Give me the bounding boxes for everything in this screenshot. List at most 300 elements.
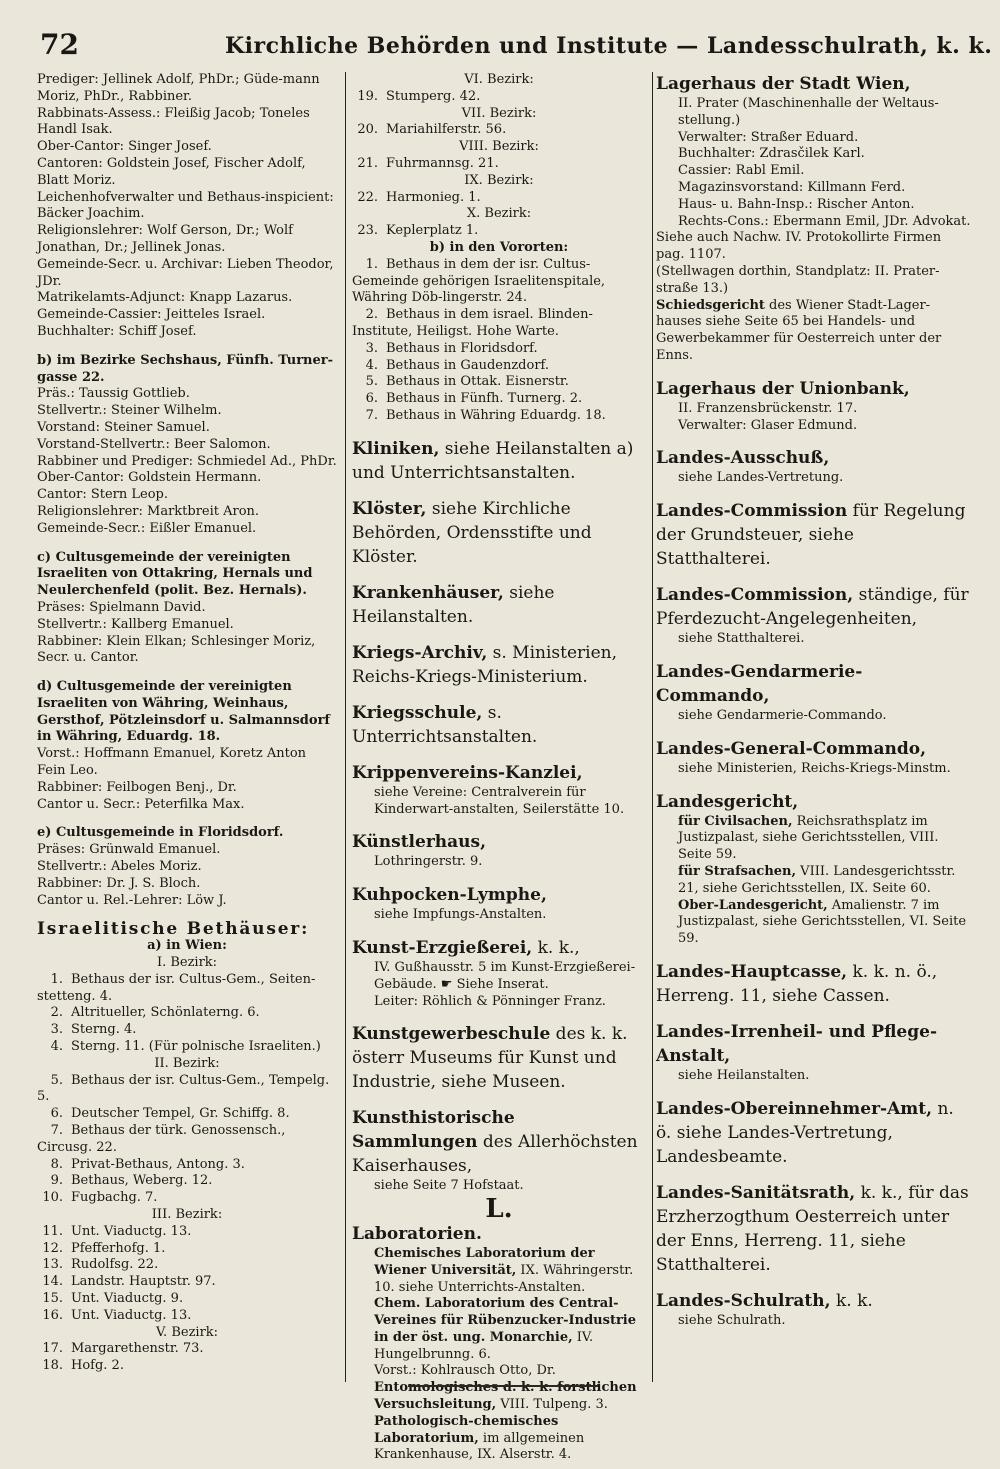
spacer (352, 749, 646, 761)
spacer (656, 1008, 972, 1020)
entry-number: 7. (365, 407, 378, 423)
numbered-entry (352, 89, 646, 106)
entry-text: Landes-Ausschuß, (656, 448, 830, 469)
entry-number: 23. (357, 223, 378, 239)
entry-line (656, 708, 972, 725)
entry-line (656, 418, 972, 435)
entry-number: 9. (50, 1173, 63, 1189)
numbered-entry (37, 1190, 337, 1207)
numbered-entry (352, 223, 646, 240)
entry-number: 20. (357, 122, 378, 138)
entry-number: 5. (50, 1072, 63, 1088)
entry-heading (656, 790, 972, 814)
numbered-entry (352, 408, 646, 425)
entry-text: Rabbiner und Prediger: Schmiedel Ad., PhDr. (37, 453, 337, 469)
entry-text: a) in Wien: (147, 938, 227, 954)
entry-text: V. Bezirk: (155, 1324, 219, 1340)
entry-text: siehe Seite 7 Hofstaat. (374, 1178, 524, 1194)
entry-line (37, 290, 337, 307)
spacer (656, 1085, 972, 1097)
entry-text: Bethaus in Gaudenzdorf. (386, 357, 550, 373)
entry-text: Stellvertr.: Abeles Moriz. (37, 859, 202, 875)
entry-line (37, 470, 337, 487)
entry-text: Bethaus in dem der isr. Cultus-Gemeinde gehörigen Israelitenspitale, Währing Döb-lingerstr. 24. (352, 256, 606, 306)
entry-line (656, 146, 972, 163)
entry-text: Mariahilferstr. 56. (386, 122, 507, 138)
entry-text: siehe Vereine: Centralverein für Kinderwart-anstalten, Seilerstätte 10. (374, 784, 625, 817)
entry-text: Landes-Obereinnehmer-Amt, n. ö. siehe Landes-Vertretung, Landesbeamte. (656, 1098, 954, 1167)
entry-text: Leiter: Röhlich & Pönninger Franz. (374, 993, 606, 1009)
entry-number: 19. (357, 88, 378, 104)
entry-heading (352, 1222, 646, 1246)
entry-text: Rabbiner: Klein Elkan; Schlesinger Moriz, Secr. u. Cantor. (37, 633, 316, 666)
entry-text: Magazinsvorstand: Killmann Ferd. (678, 179, 906, 195)
spacer (656, 571, 972, 583)
entry-line (352, 1296, 646, 1363)
spacer (656, 1277, 972, 1289)
bottom-rule (408, 1385, 598, 1387)
entry-line (352, 1178, 646, 1195)
entry-number: 15. (42, 1290, 63, 1306)
numbered-entry (37, 1308, 337, 1325)
entry-text: Matrikelamts-Adjunct: Knapp Lazarus. (37, 290, 293, 306)
entry-text: Margarethenstr. 73. (71, 1341, 204, 1357)
entry-text: siehe Heilanstalten. (678, 1067, 810, 1083)
entry-text: Cassier: Rabl Emil. (678, 163, 805, 179)
entry-text: Cantor u. Rel.-Lehrer: Löw J. (37, 892, 227, 908)
entry-text: Deutscher Tempel, Gr. Schiffg. 8. (71, 1106, 290, 1122)
numbered-entry (37, 1022, 337, 1039)
entry-number: 1. (365, 256, 378, 272)
entry-line (37, 487, 337, 504)
entry-text: Landesgericht, (656, 791, 799, 812)
entry-line (352, 1363, 646, 1380)
entry-text: Vorst.: Kohlrausch Otto, Dr. (374, 1363, 556, 1379)
entry-line (37, 156, 337, 190)
numbered-entry (352, 257, 646, 307)
page-number: 72 (40, 28, 79, 61)
entry-text: Hofg. 2. (71, 1358, 124, 1374)
entry-line (352, 173, 646, 190)
entry-text: Bethaus der isr. Cultus-Gem., Tempelg. 5. (37, 1072, 330, 1105)
entry-number: 10. (42, 1190, 63, 1206)
spacer (352, 425, 646, 437)
entry-line (656, 230, 972, 264)
entry-text: Harmonieg. 1. (386, 189, 481, 205)
entry-line (352, 854, 646, 871)
entry-number: 13. (42, 1257, 63, 1273)
entry-text: Entomologisches d. k. k. forstlichen Versuchsleitung, VIII. Tulpeng. 3. (374, 1380, 637, 1413)
entry-text: Sterng. 4. (71, 1022, 137, 1038)
entry-line (37, 72, 337, 106)
entry-heading (656, 1181, 972, 1277)
entry-text: siehe Statthalterei. (678, 631, 805, 647)
entry-line (352, 960, 646, 994)
numbered-entry (352, 307, 646, 341)
numbered-entry (352, 156, 646, 173)
entry-line (37, 679, 337, 746)
entry-text: Künstlerhaus, (352, 832, 486, 853)
entry-text: Verwalter: Straßer Eduard. (678, 129, 859, 145)
entry-text: Bethaus in Fünfh. Turnerg. 2. (386, 391, 583, 407)
entry-number: 7. (50, 1123, 63, 1139)
entry-line (37, 403, 337, 420)
entry-line (37, 780, 337, 797)
spacer (37, 813, 337, 825)
numbered-entry (352, 358, 646, 375)
entry-text: c) Cultusgemeinde der vereinigten Israeliten von Ottakring, Hernals und Neulerchenfeld (polit. Bez. Hernals). (37, 549, 313, 599)
entry-line (37, 797, 337, 814)
entry-number: 4. (365, 357, 378, 373)
entry-text: d) Cultusgemeinde der vereinigten Israeliten von Währing, Weinhaus, Gersthof, Pötzleinsdorf u. Salmannsdorf in Währing, Eduardg. 18. (37, 679, 331, 745)
entry-text: Landes-Sanitätsrath, k. k., für das Erzherzogthum Oesterreich unter der Enns, Herreng. 11, siehe Statthalterei. (656, 1182, 969, 1275)
entry-line (37, 746, 337, 780)
entry-text: Israelitische Bethäuser: (37, 919, 310, 940)
entry-text: Ober-Cantor: Singer Josef. (37, 139, 212, 155)
entry-line (352, 1246, 646, 1296)
entry-text: für Strafsachen, VIII. Landesgerichtsstr. 21, siehe Gerichtsstellen, IX. Seite 60. (678, 863, 956, 896)
entry-line (37, 454, 337, 471)
entry-line (37, 504, 337, 521)
entry-text: Landes-Commission, ständige, für Pferdezucht-Angelegenheiten, (656, 585, 969, 630)
entry-text: Krippenvereins-Kanzlei, (352, 762, 583, 783)
entry-text: Landes-Irrenheil- und Pflege-Anstalt, (656, 1021, 938, 1066)
entry-text: Kuhpocken-Lymphe, (352, 885, 547, 906)
entry-text: für Civilsachen, Reichsrathsplatz im Justizpalast, siehe Gerichtsstellen, VIII. Seite 59. (678, 813, 939, 863)
entry-text: VII. Bezirk: (461, 105, 537, 121)
entry-number: 6. (50, 1106, 63, 1122)
spacer (656, 778, 972, 790)
numbered-entry (37, 1358, 337, 1375)
spacer (352, 629, 646, 641)
entry-text: Kunst-Erzgießerei, k. k., (352, 937, 580, 958)
entry-text: Gemeinde-Secr.: Eißler Emanuel. (37, 520, 257, 536)
entry-line (37, 106, 337, 140)
numbered-entry (37, 1106, 337, 1123)
entry-heading (352, 830, 646, 854)
entry-line (656, 264, 972, 298)
numbered-entry (352, 190, 646, 207)
entry-line (656, 163, 972, 180)
entry-text: Buchhalter: Schiff Josef. (37, 323, 197, 339)
entry-line (352, 240, 646, 257)
entry-heading (352, 701, 646, 749)
entry-text: Landstr. Hauptstr. 97. (71, 1274, 216, 1290)
entry-heading (656, 1020, 972, 1068)
entry-line (37, 859, 337, 876)
entry-text: Landes-Commission für Regelung der Grundsteuer, siehe Statthalterei. (656, 501, 966, 570)
entry-heading (656, 960, 972, 1008)
entry-text: Pfefferhofg. 1. (71, 1240, 166, 1256)
entry-text: III. Bezirk: (151, 1207, 223, 1222)
entry-line (37, 223, 337, 257)
entry-text: Kunstgewerbeschule des k. k. österr Museums für Kunst und Industrie, siehe Museen. (352, 1024, 628, 1093)
entry-number: 1. (50, 971, 63, 987)
entry-line (37, 550, 337, 600)
entry-line (37, 139, 337, 156)
entry-line (656, 298, 972, 365)
spacer (37, 538, 337, 550)
entry-text: Bethaus in dem israel. Blinden-Institute, Heiligst. Hohe Warte. (352, 307, 593, 339)
entry-line (656, 214, 972, 231)
entry-text: Kunsthistorische Sammlungen des Allerhöchsten Kaiserhauses, (352, 1108, 638, 1177)
spacer (656, 1169, 972, 1181)
entry-line (656, 761, 972, 778)
numbered-entry (37, 1274, 337, 1291)
numbered-entry (37, 1073, 337, 1107)
entry-line (37, 600, 337, 617)
entry-text: II. Franzensbrückenstr. 17. (678, 400, 858, 416)
entry-number: 14. (42, 1274, 63, 1290)
entry-line (656, 631, 972, 648)
entry-line (37, 938, 337, 955)
entry-text: Kliniken, siehe Heilanstalten a) und Unterrichtsanstalten. (352, 438, 634, 483)
entry-text: b) im Bezirke Sechshaus, Fünfh. Turner-gasse 22. (37, 352, 334, 385)
entry-text: Unt. Viaductg. 13. (71, 1223, 192, 1239)
entry-line (352, 994, 646, 1011)
entry-number: 11. (42, 1223, 63, 1239)
entry-heading (656, 737, 972, 761)
entry-text: Gemeinde-Secr. u. Archivar: Lieben Theodor, JDr. (37, 256, 334, 289)
numbered-entry (37, 1005, 337, 1022)
column-middle (345, 72, 653, 1463)
entry-text: Rabbiner: Dr. J. S. Bloch. (37, 875, 201, 891)
entry-text: Keplerplatz 1. (386, 223, 479, 239)
entry-text: Präses: Spielmann David. (37, 599, 206, 615)
numbered-entry (37, 1039, 337, 1056)
entry-text: Lothringerstr. 9. (374, 854, 483, 870)
entry-text: Präses: Grünwald Emanuel. (37, 842, 221, 858)
spacer (352, 1094, 646, 1106)
entry-heading (656, 1289, 972, 1313)
entry-text: X. Bezirk: (466, 206, 532, 222)
spacer (656, 948, 972, 960)
entry-text: Vorstand-Stellvertr.: Beer Salomon. (37, 436, 271, 452)
spacer (352, 818, 646, 830)
numbered-entry (37, 1224, 337, 1241)
entry-text: Siehe auch Nachw. IV. Protokollirte Firmen pag. 1107. (656, 230, 942, 263)
entry-line (37, 1325, 337, 1342)
entry-heading (352, 581, 646, 629)
numbered-entry (37, 1257, 337, 1274)
entry-text: b) in den Vororten: (429, 239, 569, 255)
entry-text: Sterng. 11. (Für polnische Israeliten.) (71, 1039, 321, 1055)
entry-number: 17. (42, 1341, 63, 1357)
entry-number: 6. (365, 391, 378, 407)
entry-line (656, 864, 972, 898)
entry-line (37, 842, 337, 859)
entry-line (352, 1414, 646, 1464)
numbered-entry (37, 1241, 337, 1258)
entry-number: 22. (357, 189, 378, 205)
numbered-entry (352, 391, 646, 408)
entry-text: Gemeinde-Cassier: Jeitteles Israel. (37, 307, 266, 323)
entry-text: Präs.: Taussig Gottlieb. (37, 386, 190, 402)
entry-number: 2. (50, 1005, 63, 1021)
spacer (37, 341, 337, 353)
entry-number: 3. (365, 340, 378, 356)
entry-heading (352, 936, 646, 960)
entry-text: Lagerhaus der Stadt Wien, (656, 74, 911, 94)
entry-text: Altritueller, Schönlaterng. 6. (71, 1005, 260, 1021)
entry-number: 5. (365, 374, 378, 390)
entry-line (37, 1056, 337, 1073)
entry-text: siehe Landes-Vertretung. (678, 470, 844, 486)
entry-line (656, 130, 972, 147)
entry-text: (Stellwagen dorthin, Standplatz: II. Prater-straße 13.) (656, 263, 940, 296)
entry-line (37, 825, 337, 842)
spacer (352, 485, 646, 497)
entry-text: Buchhalter: Zdrasčilek Karl. (678, 146, 865, 162)
entry-text: Unt. Viaductg. 13. (71, 1307, 192, 1323)
entry-line (37, 420, 337, 437)
numbered-entry (352, 341, 646, 358)
spacer (656, 365, 972, 377)
entry-text: Kriegs-Archiv, s. Ministerien, Reichs-Kriegs-Ministerium. (352, 642, 618, 687)
entry-text: e) Cultusgemeinde in Floridsdorf. (37, 825, 284, 841)
entry-text: Rabbinats-Assess.: Fleißig Jacob; Toneles Handl Isak. (37, 105, 310, 138)
entry-text: Bethaus in Währing Eduardg. 18. (386, 407, 606, 423)
entry-line (37, 634, 337, 668)
entry-text: siehe Ministerien, Reichs-Kriegs-Minstm. (678, 760, 951, 776)
entry-line (656, 814, 972, 864)
entry-number: 4. (50, 1039, 63, 1055)
entry-line (656, 197, 972, 214)
entry-line (352, 106, 646, 123)
entry-number: 2. (365, 307, 378, 323)
entry-text: Chem. Laboratorium des Central-Vereines für Rübenzucker-Industrie in der öst. ung. Monarchie, IV. Hungelbrunng. 6. (374, 1296, 637, 1362)
entry-text: Rabbiner: Feilbogen Benj., Dr. (37, 779, 237, 795)
entry-text: Ober-Cantor: Goldstein Hermann. (37, 470, 262, 486)
entry-text: Bethaus der isr. Cultus-Gem., Seiten-stetteng. 4. (37, 971, 316, 1004)
entry-heading (352, 1106, 646, 1178)
numbered-entry (37, 972, 337, 1006)
numbered-entry (37, 1291, 337, 1308)
entry-text: Schiedsgericht des Wiener Stadt-Lager-hauses siehe Seite 65 bei Handels- und Gewerbekammer für Oesterreich unter der Enns. (656, 297, 942, 363)
entry-line (37, 190, 337, 224)
entry-line (352, 785, 646, 819)
entry-text: Prediger: Jellinek Adolf, PhDr.; Güde-mann Moriz, PhDr., Rabbiner. (37, 72, 320, 104)
entry-heading (352, 641, 646, 689)
entry-line (37, 617, 337, 634)
entry-text: siehe Gendarmerie-Commando. (678, 707, 887, 723)
entry-heading (656, 446, 972, 470)
entry-text: Stellvertr.: Kallberg Emanuel. (37, 616, 234, 632)
spacer (37, 667, 337, 679)
entry-text: Landes-General-Commando, (656, 738, 927, 759)
entry-line (37, 921, 337, 938)
entry-text: Bethaus der türk. Genossensch., Circusg. 22. (37, 1123, 286, 1155)
entry-text: Leichenhofverwalter und Bethaus-inspicient: Bäcker Joachim. (37, 189, 334, 222)
entry-text: IX. Bezirk: (464, 172, 534, 188)
entry-heading (352, 761, 646, 785)
entry-text: Pathologisch-chemisches Laboratorium, im allgemeinen Krankenhause, IX. Alserstr. 4. (374, 1413, 585, 1463)
entry-text: Bethaus in Floridsdorf. (386, 340, 538, 356)
entry-number: 3. (50, 1022, 63, 1038)
entry-line (37, 307, 337, 324)
entry-line (37, 893, 337, 910)
entry-heading (656, 583, 972, 631)
entry-text: Krankenhäuser, siehe Heilanstalten. (352, 582, 555, 627)
section-letter: L. (485, 1194, 513, 1225)
spacer (352, 924, 646, 936)
entry-line (352, 139, 646, 156)
entry-line (352, 907, 646, 924)
numbered-entry (37, 1173, 337, 1190)
entry-text: Stellvertr.: Steiner Wilhelm. (37, 403, 222, 419)
entry-line (656, 898, 972, 948)
entry-line (656, 401, 972, 418)
entry-heading (656, 377, 972, 401)
entry-text: Privat-Bethaus, Antong. 3. (71, 1156, 245, 1172)
entry-text: Cantoren: Goldstein Josef, Fischer Adolf, Blatt Moriz. (37, 155, 306, 188)
entry-line (37, 353, 337, 387)
entry-line (352, 206, 646, 223)
entry-text: Kriegsschule, s. Unterrichtsanstalten. (352, 702, 538, 747)
entry-text: Religionslehrer: Wolf Gerson, Dr.; Wolf Jonathan, Dr.; Jellinek Jonas. (37, 223, 293, 255)
entry-text: Religionslehrer: Marktbreit Aron. (37, 503, 260, 519)
entry-line (37, 437, 337, 454)
entry-text: II. Prater (Maschinenhalle der Weltaus-stellung.) (678, 96, 939, 128)
entry-text: Rechts-Cons.: Ebermann Emil, JDr. Advokat. (678, 213, 971, 229)
entry-text: Chemisches Laboratorium der Wiener Universität, IX. Währingerstr. 10. siehe Unterrichts-Anstalten. (374, 1245, 634, 1295)
spacer (352, 569, 646, 581)
entry-line (656, 470, 972, 487)
spacer (352, 689, 646, 701)
entry-heading (656, 499, 972, 571)
entry-number: 16. (42, 1307, 63, 1323)
numbered-entry (352, 374, 646, 391)
entry-heading (352, 1022, 646, 1094)
entry-number: 8. (50, 1156, 63, 1172)
entry-text: Bethaus, Weberg. 12. (71, 1173, 213, 1189)
entry-line (37, 521, 337, 538)
entry-line (37, 386, 337, 403)
entry-line (37, 1207, 337, 1224)
entry-heading (352, 883, 646, 907)
entry-heading (656, 660, 972, 708)
entry-text: Ober-Landesgericht, Amalienstr. 7 im Justizpalast, siehe Gerichtsstellen, VI. Seite 59. (678, 897, 967, 947)
entry-line (656, 1313, 972, 1330)
entry-line (37, 324, 337, 341)
entry-text: Landes-Schulrath, k. k. (656, 1290, 873, 1311)
entry-text: Lagerhaus der Unionbank, (656, 378, 910, 399)
entry-line (37, 955, 337, 972)
running-header: Kirchliche Behörden und Institute — Landesschulrath, k. k. (225, 33, 993, 59)
numbered-entry (37, 1157, 337, 1174)
entry-text: Vorstand: Steiner Samuel. (37, 419, 210, 435)
spacer (656, 648, 972, 660)
numbered-entry (37, 1341, 337, 1358)
entry-line (37, 257, 337, 291)
numbered-entry (37, 1123, 337, 1157)
entry-line (656, 180, 972, 197)
entry-text: Fuhrmannsg. 21. (386, 155, 499, 171)
spacer (352, 871, 646, 883)
entry-number: 18. (42, 1358, 63, 1374)
entry-text: Landes-Hauptcasse, k. k. n. ö., Herreng. 11, siehe Cassen. (656, 961, 938, 1006)
spacer (656, 487, 972, 499)
entry-text: Rudolfsg. 22. (71, 1257, 159, 1273)
entry-text: Fugbachg. 7. (71, 1190, 158, 1206)
entry-text: Verwalter: Glaser Edmund. (678, 417, 858, 433)
entry-heading (656, 72, 972, 96)
entry-text: siehe Schulrath. (678, 1312, 786, 1328)
entry-line (656, 96, 972, 130)
entry-heading (352, 497, 646, 569)
entry-text: Klöster, siehe Kirchliche Behörden, Ordensstifte und Klöster. (352, 498, 592, 567)
entry-text: Landes-Gendarmerie-Commando, (656, 661, 863, 706)
